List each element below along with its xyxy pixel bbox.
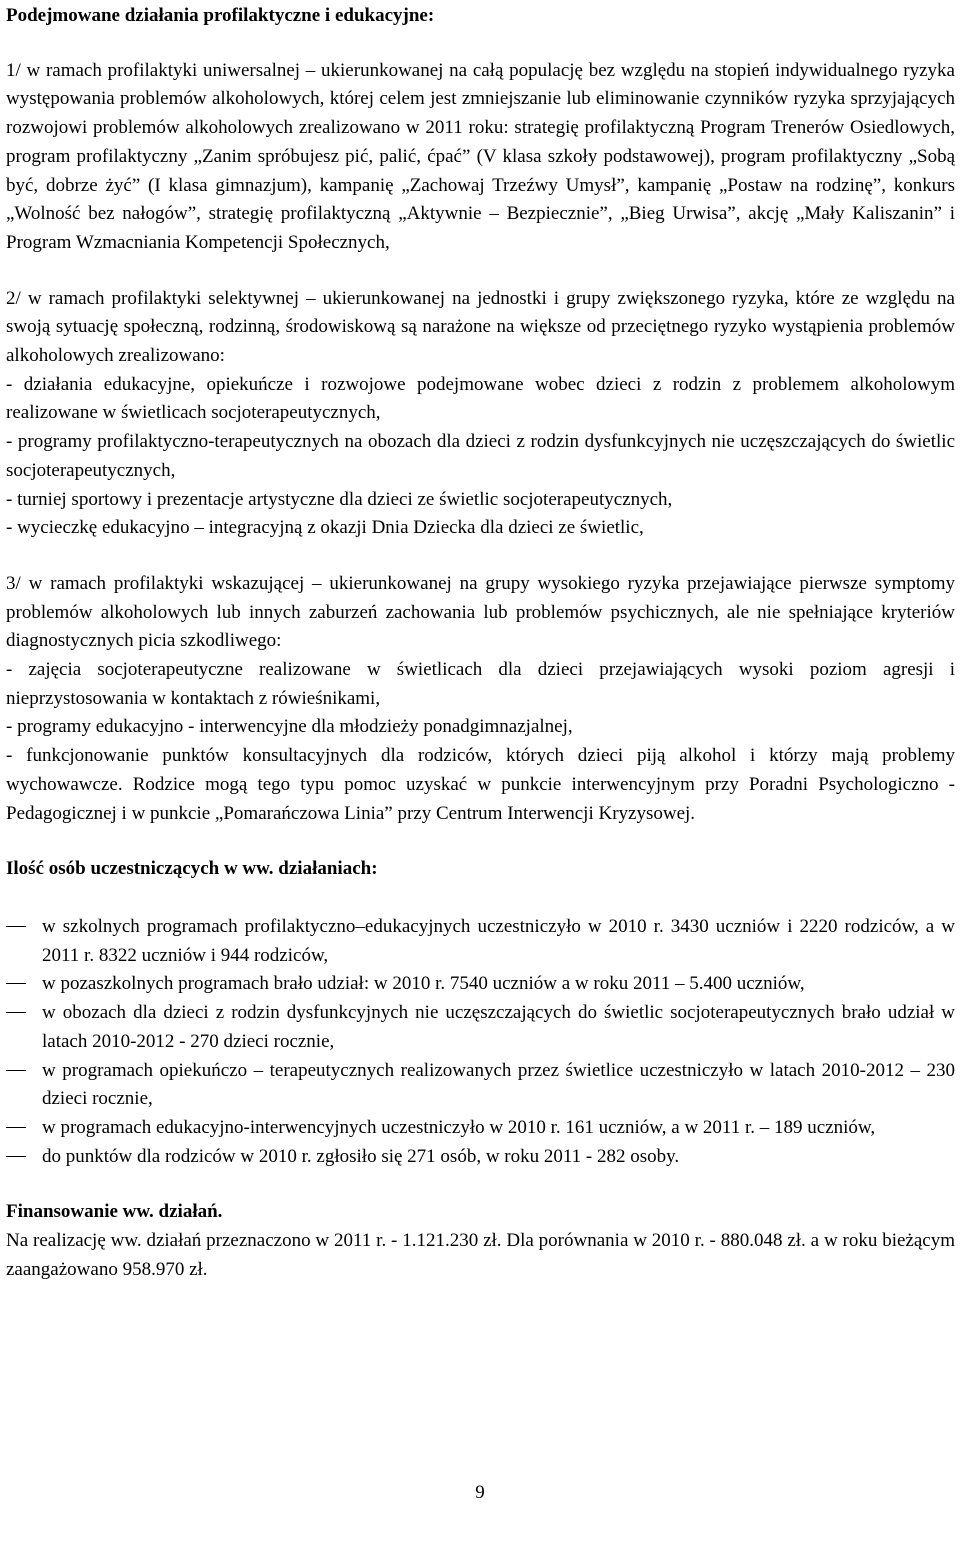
list-item (6, 913, 955, 970)
list-item-text: w pozaszkolnych programach brało udział: w 2010 r. 7540 uczniów a w roku 2011 – 5.400 uczniów, (42, 973, 805, 995)
paragraph-universal-prevention: 1/ w ramach profilaktyki uniwersalnej – ukierunkowanej na całą populację bez względu na stopień indywidualnego ryzyka występowania problemów alkoholowych, której celem jest zmniejszanie lub eliminowanie czynników ryzyka sprzyjających rozwojowi problemów alkoholowych zrealizowano w 2011 roku: strategię profilaktyczną Program Trenerów Osiedlowych, program profilaktyczny „Zanim spróbujesz pić, palić, ćpać” (V klasa szkoły podstawowej), program profilaktyczny „Sobą być, dobrze żyć” (I klasa gimnazjum), kampanię „Zachowaj Trzeźwy Umysł”, kampanię „Postaw na rodzinę”, konkurs „Wolność bez nałogów”, strategię profilaktyczną „Aktywnie – Bezpiecznie”, „Bieg Urwisa”, akcję „Mały Kaliszanin” i Program Wzmacniania Kompetencji Społecznych, (6, 59, 955, 253)
selective-item: - działania edukacyjne, opiekuńcze i rozwojowe podejmowane wobec dzieci z rodzin z problemem alkoholowym realizowane w świetlicach socjoterapeutycznych, (6, 373, 955, 424)
list-item (6, 999, 955, 1056)
paragraph-indicated-prevention: 3/ w ramach profilaktyki wskazującej – ukierunkowanej na grupy wysokiego ryzyka przejawiające pierwsze symptomy problemów alkoholowych lub innych zaburzeń zachowania lub problemów psychicznych, ale nie spełniające kryteriów diagnostycznych picia szkodliwego: (6, 572, 955, 652)
participants-list (6, 913, 955, 1171)
section-heading-financing: Finansowanie ww. działań. (6, 1201, 223, 1223)
list-item-text: w obozach dla dzieci z rodzin dysfunkcyjnych nie uczęszczających do świetlic socjoterapeutycznych brało udział w latach 2010-2012 - 270 dzieci rocznie, (42, 1002, 955, 1052)
list-item-text: w szkolnych programach profilaktyczno–edukacyjnych uczestniczyło w 2010 r. 3430 uczniów i 2220 rodziców, a w 2011 r. 8322 uczniów i 944 rodziców, (42, 915, 955, 966)
dash-bullet-icon (6, 926, 26, 927)
page-number: 9 (475, 1482, 485, 1503)
dash-bullet-icon (6, 1156, 26, 1157)
list-item-text: w programach edukacyjno-interwencyjnych uczestniczyło w 2010 r. 161 uczniów, a w 2011 r. – 189 uczniów, (42, 1116, 876, 1138)
list-item-text: do punktów dla rodziców w 2010 r. zgłosiło się 271 osób, w roku 2011 - 282 osoby. (42, 1145, 680, 1167)
list-item (6, 1114, 955, 1143)
list-item (6, 1057, 955, 1114)
selective-item: - programy profilaktyczno-terapeutycznych na obozach dla dzieci z rodzin dysfunkcyjnych nie uczęszczających do świetlic socjoterapeutycznych, (6, 431, 955, 481)
list-item-text: w programach opiekuńczo – terapeutycznych realizowanych przez świetlice uczestniczyło w latach 2010-2012 – 230 dzieci rocznie, (42, 1059, 955, 1110)
indicated-item: - funkcjonowanie punktów konsultacyjnych dla rodziców, których dzieci piją alkohol i którzy mają problemy wychowawcze. Rodzice mogą tego typu pomoc uzyskać w punkcie interwencyjnym przy Poradni Psychologiczno - Pedagogicznej i w punkcie „Pomarańczowa Linia” przy Centrum Interwencji Kryzysowej. (6, 745, 955, 824)
selective-item: - wycieczkę edukacyjno – integracyjną z okazji Dnia Dziecka dla dzieci ze świetlic, (6, 517, 644, 539)
dash-bullet-icon (6, 1012, 26, 1013)
indicated-item: - programy edukacyjno - interwencyjne dla młodzieży ponadgimnazjalnej, (6, 716, 573, 738)
paragraph-financing: Na realizację ww. działań przeznaczono w 2011 r. - 1.121.230 zł. Dla porównania w 2010 r. - 880.048 zł. a w roku bieżącym zaangażowano 958.970 zł. (6, 1230, 955, 1280)
dash-bullet-icon (6, 983, 26, 984)
dash-bullet-icon (6, 1070, 26, 1071)
section-heading-actions: Podejmowane działania profilaktyczne i edukacyjne: (6, 5, 435, 26)
list-item (6, 1143, 955, 1172)
indicated-item: - zajęcia socjoterapeutyczne realizowane w świetlicach dla dzieci przejawiających wysoki poziom agresji i nieprzystosowania w kontaktach z rówieśnikami, (6, 659, 955, 709)
section-heading-participants: Ilość osób uczestniczących w ww. działaniach: (6, 858, 378, 880)
list-item (6, 970, 955, 999)
selective-item: - turniej sportowy i prezentacje artystyczne dla dzieci ze świetlic socjoterapeutycznych, (6, 488, 673, 510)
dash-bullet-icon (6, 1127, 26, 1128)
paragraph-selective-prevention: 2/ w ramach profilaktyki selektywnej – ukierunkowanej na jednostki i grupy zwiększonego ryzyka, które ze względu na swoją sytuację społeczną, rodzinną, środowiskową są narażone na większe od przeciętnego ryzyko wystąpienia problemów alkoholowych zrealizowano: (6, 287, 955, 367)
